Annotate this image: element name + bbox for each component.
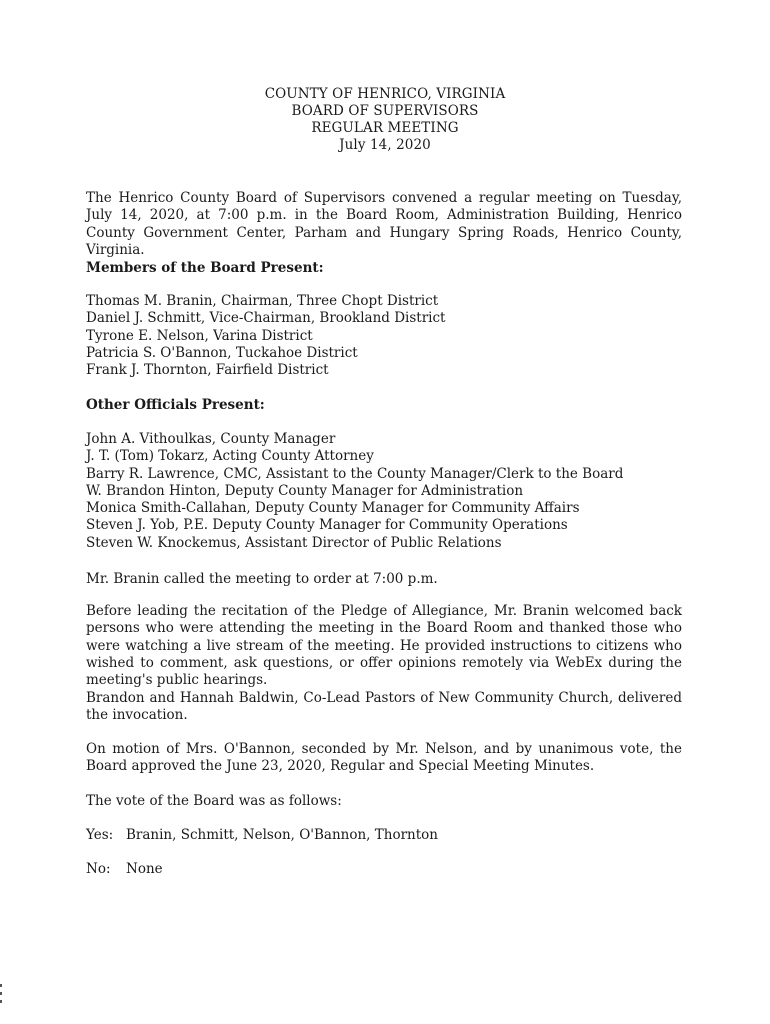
header-meeting-type: REGULAR MEETING xyxy=(311,120,459,136)
members-list xyxy=(86,293,682,379)
invocation-paragraph: Brandon and Hannah Baldwin, Co-Lead Pastors of New Community Church, delivered the invocation. xyxy=(86,690,682,724)
official-item: Barry R. Lawrence, CMC, Assistant to the County Manager/Clerk to the Board xyxy=(86,465,624,482)
vote-intro: The vote of the Board was as follows: xyxy=(86,793,342,809)
pledge-paragraph: Before leading the recitation of the Pledge of Allegiance, Mr. Branin welcomed back persons who were attending the meeting in the Board Room and thanked those who were watching a live stream of the meeting. He provided instructions to citizens who wished to comment, ask questions, or offer opinions remotely via WebEx during the meeting's public hearings. xyxy=(86,603,682,689)
official-item: Steven J. Yob, P.E. Deputy County Manager for Community Operations xyxy=(86,517,568,534)
member-item: Patricia S. O'Bannon, Tuckahoe District xyxy=(86,344,358,361)
official-item: W. Brandon Hinton, Deputy County Manager for Administration xyxy=(86,482,524,499)
intro-paragraph: The Henrico County Board of Supervisors convened a regular meeting on Tuesday, July 14, 2020, at 7:00 p.m. in the Board Room, Administration Building, Henrico County Government Center, Parham and Hungary Spring Roads, Henrico County, Virginia. xyxy=(86,190,682,258)
header-date: July 14, 2020 xyxy=(339,137,431,153)
official-item: Monica Smith-Callahan, Deputy County Manager for Community Affairs xyxy=(86,500,580,517)
member-item: Daniel J. Schmitt, Vice-Chairman, Brookland District xyxy=(86,310,446,327)
document-header xyxy=(0,86,770,154)
official-item: Steven W. Knockemus, Assistant Director of Public Relations xyxy=(86,534,502,551)
member-item: Frank J. Thornton, Fairfield District xyxy=(86,362,329,379)
vote-no-label: No: xyxy=(86,861,111,877)
official-item: J. T. (Tom) Tokarz, Acting County Attorney xyxy=(86,448,374,465)
scan-edge-mark xyxy=(0,984,3,1024)
vote-yes-row xyxy=(86,827,682,844)
motion-paragraph: On motion of Mrs. O'Bannon, seconded by Mr. Nelson, and by unanimous vote, the Board approved the June 23, 2020, Regular and Special Meeting Minutes. xyxy=(86,741,682,775)
member-item: Thomas M. Branin, Chairman, Three Chopt District xyxy=(86,293,439,309)
header-board: BOARD OF SUPERVISORS xyxy=(291,103,479,119)
officials-heading: Other Officials Present: xyxy=(86,397,265,413)
vote-yes-value: Branin, Schmitt, Nelson, O'Bannon, Thornton xyxy=(126,827,438,843)
officials-list xyxy=(86,431,682,552)
vote-no-row xyxy=(86,861,682,878)
official-item: John A. Vithoulkas, County Manager xyxy=(86,431,336,447)
vote-no-value: None xyxy=(126,861,163,877)
member-item: Tyrone E. Nelson, Varina District xyxy=(86,327,313,344)
members-heading: Members of the Board Present: xyxy=(86,260,324,276)
header-county: COUNTY OF HENRICO, VIRGINIA xyxy=(264,86,506,102)
call-to-order-paragraph: Mr. Branin called the meeting to order at 7:00 p.m. xyxy=(86,571,438,587)
vote-yes-label: Yes: xyxy=(86,827,114,843)
